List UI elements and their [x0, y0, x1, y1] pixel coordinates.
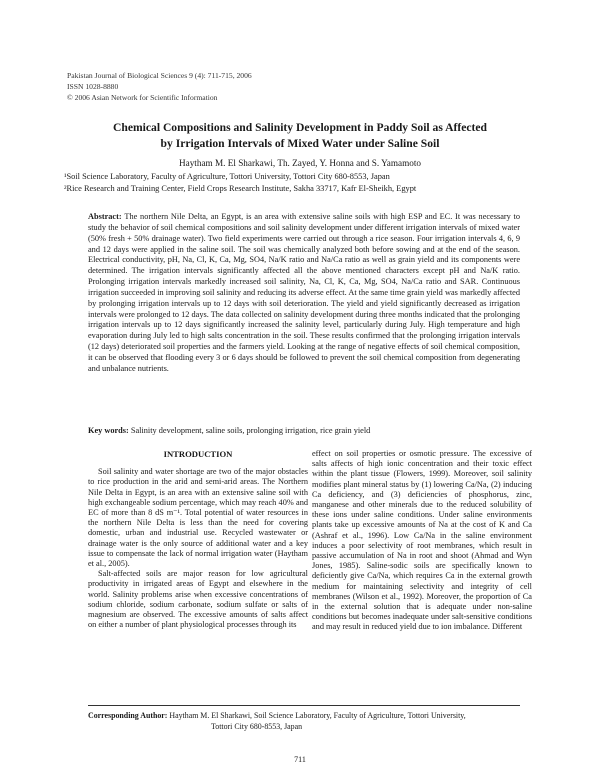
journal-copyright: © 2006 Asian Network for Scientific Information [67, 93, 218, 102]
intro-paragraph-2: Salt-affected soils are major reason for low agricultural productivity in irrigated areas of Egypt and elsewhere in the world. Salinity problems arise when excessive concentrations of sodium chloride, sodium carbonate, sodium sulfate or salts of magnesium are observed. The excessive amounts of salts affect on either a number of plant physiological processes through its [88, 569, 308, 630]
journal-citation: Pakistan Journal of Biological Sciences 9 (4): 711-715, 2006 [67, 71, 252, 80]
paper-title [60, 120, 540, 152]
abstract-text: The northern Nile Delta, an Egypt, is an area with extensive saline soils with high ESP and EC. It was necessary to study the behavior of soil chemical compositions and soil salinity development under different irrigation intervals of mixed water (50% fresh + 50% drainage water). Two field experiments were carried out through a rice season. Four irrigation intervals 4, 6, 9 and 12 days were applied in the saline soil. The soil was chemically analyzed both before sowing and at the end of the season. Electrical conductivity, pH, Na, Cl, K, Ca, Mg, SO4, Na/K ratio and Na/Ca ratio as well as grain yield and its components were determined. The irrigation intervals significantly affected all the above mentioned characters except pH and Na/K ratio. Prolonging irrigation intervals markedly increased soil salinity, Na, Cl, K, Ca, Mg, SO4, Na/Ca ratio and SAR. Continuous irrigation succeeded in improving soil salinity and reducing its adverse effect. At the same time grain yield was markedly affected by prolonging irrigation intervals up to 12 days with soil deterioration. The yield and yield significantly decreased as irrigation intervals were prolonged to 12 days. The data collected on salinity development during three months indicated that the prolonging irrigation intervals up to 12 days significantly increased the salinity level, particularly during July. High temperature and high evaporation during July led to high salts concentration in the soil. These results confirmed that the prolonging irrigation intervals (12 days) deteriorated soil properties and the farmers yield. Looking at the range of negative effects of soil chemical composition, it can be observed that flooding every 3 or 6 days should be followed to prevent the soil chemical composition from degenerating and unbalance nutrients. [88, 212, 520, 373]
keywords-text: Salinity development, saline soils, prolonging irrigation, rice grain yield [130, 426, 371, 435]
abstract [88, 212, 520, 375]
footnote-divider [88, 705, 520, 706]
intro-paragraph-right: effect on soil properties or osmotic pressure. The excessive of salts affects of high ionic concentration and their toxic effect within the plant tissue (Flowers, 1999). Moreover, soil salinity modifies plant mineral status by (1) lowering Ca/Na, (2) inducing Ca deficiency, and (3) deficiencies of phosphorus, zinc, manganese and other minerals due to the reduced solubility of these ions under saline conditions. Under saline environments plants take up excessive amounts of Na at the cost of K and Ca (Ashraf et al., 1996). Low Ca/Na in the saline environment induces a poor selectivity of root membranes, which result in passive accumulation of Na in root and shoot (Ahmad and Wyn Jones, 1985). Saline-sodic soils are specifically known to deficiently give Ca/Na, which requires Ca in the external growth medium for maintaining selectivity and integrity of cell membranes (Wilson et al., 1992). Moreover, the proportion of Ca in the external solution that is adequate under non-saline conditions but becomes inadequate under salt-sensitive conditions and may result in reduced yield due to ion imbalance. Different [312, 449, 532, 632]
keywords [88, 425, 528, 436]
author-list: Haytham M. El Sharkawi, Th. Zayed, Y. Honna and S. Yamamoto [179, 158, 421, 168]
introduction-heading: INTRODUCTION [163, 449, 233, 459]
journal-header [67, 70, 252, 103]
page-number: 711 [294, 755, 306, 764]
body-column-left [88, 449, 308, 630]
affiliations [64, 171, 544, 194]
body-column-right [312, 449, 532, 633]
title-line-1: Chemical Compositions and Salinity Development in Paddy Soil as Affected [113, 121, 487, 134]
affiliation-1: ¹Soil Science Laboratory, Faculty of Agriculture, Tottori University, Tottori City 680-8553, Japan [64, 172, 390, 181]
corresponding-line-2: Tottori City 680-8553, Japan [211, 721, 303, 731]
title-line-2: by Irrigation Intervals of Mixed Water under Saline Soil [160, 137, 440, 150]
keywords-label: Key words: [88, 426, 131, 435]
journal-issn: ISSN 1028-8880 [67, 82, 119, 91]
corresponding-line-1: Haytham M. El Sharkawi, Soil Science Laboratory, Faculty of Agriculture, Tottori University, [169, 711, 466, 720]
corresponding-label: Corresponding Author: [88, 711, 170, 720]
affiliation-2: ²Rice Research and Training Center, Field Crops Research Institute, Sakha 33717, Kafr El-Sheikh, Egypt [64, 183, 417, 193]
abstract-label: Abstract: [88, 212, 125, 221]
corresponding-author [88, 711, 528, 732]
intro-paragraph-1: Soil salinity and water shortage are two of the major obstacles to rice production in the arid and semi-arid areas. The Northern Nile Delta in Egypt, is an area with an extensive saline soil with high exchangeable sodium percentage, which may reach 40% and EC of more than 8 dS m⁻¹. Total potential of water resources in the northern Nile Delta is less than the need for covering domestic, urban and industrial use. Recycled wastewater or drainage water is the only source of additional water and a key issue to compensate the lack of normal irrigation water (Haytham et al., 2005). [88, 467, 308, 569]
